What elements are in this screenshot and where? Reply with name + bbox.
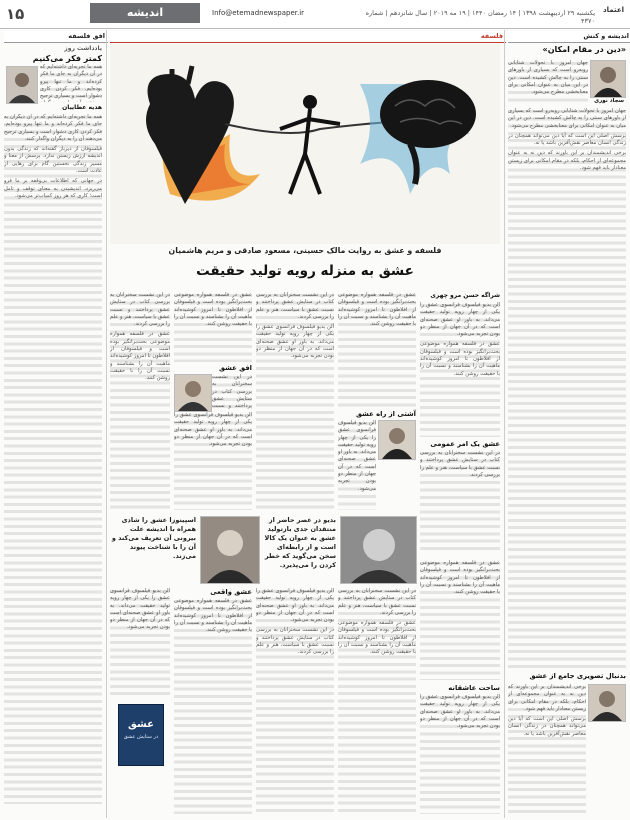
subhead-2: افق عشق [219, 364, 252, 372]
subhead-4: ساحت عاشقانه [448, 684, 500, 692]
book-title: عشق [127, 719, 155, 730]
article-kicker: فلسفه و عشق به روایت مالک حسینی، مسعود صادقی و مریم هاشمیان [168, 246, 442, 255]
portrait-icon [591, 61, 625, 97]
page-number: ۱۵ [6, 5, 25, 23]
right-intro-text: جهان امروز با تحولات شتابانی روبه‌رو است که بسیاری از باورهای سنتی را به چالش کشیده است. دین در این میان به عنوان امکانی برای معنابخشی مطرح می‌شود. [508, 60, 588, 106]
book-subtitle: در ستایش عشق [123, 734, 159, 740]
left-headline: کمتر فکر می‌کنیم [32, 54, 102, 63]
main-lower-col-1: عشق در فلسفه همواره موضوعی بحث‌برانگیز بوده است و فیلسوفان از افلاطون تا امروز کوشیده‌اند ماهیت آن را بشناسند و نسبت آن را با حقیقت روشن کنند. [420, 560, 500, 680]
main-col-4c-text: آلن بدیو فیلسوف فرانسوی عشق را یکی از چهار رویه تولید حقیقت می‌داند. به باور او عشق صحنه‌ای است که در آن جهان از منظر دو بودن تجربه می‌شود. [174, 412, 252, 510]
subhead-0: آشتی از راه عشق [356, 410, 416, 418]
subhead-1: عشق یک امر عمومی [430, 440, 500, 448]
main-col-2b-text: آلن بدیو فیلسوف فرانسوی عشق را یکی از چهار رویه تولید حقیقت می‌داند. به باور او عشق صحنه‌ای است که در آن جهان از منظر دو بودن تجربه می‌شود. [338, 420, 376, 510]
portrait-icon [341, 517, 416, 583]
main-col-5-text: در این نشست سخنرانان به بررسی کتاب در ستایش عشق پرداختند و نسبت عشق با سیاست، هنر و علم را بررسی کردند. عشق در فلسفه همواره موضوعی بحث‌برانگیز بوده است و فیلسوفان از افلاطون تا امروز کوشیده‌اند ماهیت آن را بشناسند و نسبت آن را با حقیقت روشن کنند. [110, 292, 170, 510]
left-body-text: همه ما تجربه‌ای داشته‌ایم که در آن دیگران به جای ما فکر کرده‌اند و ما تنها پیرو بوده‌ایم. فکر کردن کاری دشوار است و بسیاری ترجیح می‌دهند آن را به دیگران واگذار کنند. فیلسوفان از دیرباز گفته‌اند که زندگی بدون اندیشه ارزش زیستن ندارد. پرسش از معنا و مسیر زندگی نخستین گام برای رهایی از عادت است. در جهانی که اطلاعات بی‌وقفه بر ما فرو می‌ریزد، اندیشیدن به معنای توقف و تامل است؛ کاری که هر روز کمیاب‌تر می‌شود. [4, 114, 102, 804]
left-section-label: افق فلسفه [4, 31, 108, 43]
left-intro-text: همه ما تجربه‌ای داشته‌ایم که در آن دیگران به جای ما فکر کرده‌اند و ما تنها پیرو بوده‌ایم. فکر کردن کاری دشوار است و بسیاری ترجیح [40, 64, 102, 102]
main-lower-col-2: در این نشست سخنرانان به بررسی کتاب در ستایش عشق پرداختند و نسبت عشق با سیاست، هنر و علم را بررسی کردند. عشق در فلسفه همواره موضوعی بحث‌برانگیز بوده است و فیلسوفان از افلاطون تا امروز کوشیده‌اند ماهیت آن را بشناسند و نسبت آن را با حقیقت روشن کنند. [338, 588, 416, 814]
issue-date-line: یکشنبه ۲۹ اردیبهشت ۱۳۹۸ | ۱۴ رمضان ۱۴۴۰ | ۱۹ مه ۲۰۱۹ | سال شانزدهم | شماره ۴۳۷۰ [365, 9, 595, 25]
right-body-text: جهان امروز با تحولات شتابانی روبه‌رو است که بسیاری از باورهای سنتی را به چالش کشیده است. دین در این میان به عنوان امکانی برای معنابخشی مطرح می‌شود. پرسش اصلی این است که آیا دین می‌تواند همچنان در زندگی انسان معاصر نقش‌آفرین باشد یا نه. برخی اندیشمندان بر این باورند که دین نه به عنوان مجموعه‌ای از احکام، بلکه در مقام امکانی برای زیستن معنادار باید فهم شود. [508, 108, 626, 668]
main-col-4-text: عشق در فلسفه همواره موضوعی بحث‌برانگیز بوده است و فیلسوفان از افلاطون تا امروز کوشیده‌اند ماهیت آن را بشناسند و نسبت آن را با حقیقت روشن کنند. [174, 292, 252, 362]
main-col-1-text: آلن بدیو فیلسوف فرانسوی عشق را یکی از چهار رویه تولید حقیقت می‌داند. به باور او عشق صحنه‌ای است که در آن جهان از منظر دو بودن تجربه می‌شود. عشق در فلسفه همواره موضوعی بحث‌برانگیز بوده است و فیلسوفان از افلاطون تا امروز کوشیده‌اند ماهیت آن را بشناسند و نسبت آن را با حقیقت روشن کنند. [420, 302, 500, 437]
subhead-3: عشق واقعی [210, 588, 252, 596]
section-tab: اندیشه [90, 3, 200, 23]
heart-brain-tug-icon [110, 44, 500, 244]
right-author: سجاد نوری [594, 98, 624, 104]
portrait-icon [589, 685, 625, 721]
main-lower-col-3: آلن بدیو فیلسوف فرانسوی عشق را یکی از چهار رویه تولید حقیقت می‌داند. به باور او عشق صحنه‌ای است که در آن جهان از منظر دو بودن تجربه می‌شود. در این نشست سخنرانان به بررسی کتاب در ستایش عشق پرداختند و نسبت عشق با سیاست، هنر و علم را بررسی کردند. [256, 588, 334, 814]
portrait-icon [7, 67, 37, 103]
portrait-icon [379, 421, 415, 459]
speaker-photo-2 [174, 374, 212, 412]
article-byline: شراگه حسن مرو چهری [430, 292, 500, 299]
main-lower-col-1b: آلن بدیو فیلسوف فرانسوی عشق را یکی از چهار رویه تولید حقیقت می‌داند. به باور او عشق صحنه‌ای است که در آن جهان از منظر دو بودن تجربه می‌شود. [420, 694, 500, 814]
portrait-icon [201, 517, 259, 583]
portrait-icon [175, 375, 211, 411]
right-photo-2 [588, 684, 626, 722]
main-lower-col-5: آلن بدیو فیلسوف فرانسوی عشق را یکی از چهار رویه تولید حقیقت می‌داند. به باور او عشق صحنه‌ای است که در آن جهان از منظر دو بودن تجربه می‌شود. [110, 588, 170, 698]
heart-brain-illustration [110, 44, 500, 244]
article-title: عشق به منزله رویه تولید حقیقت [196, 263, 414, 279]
photo-caption-1: بدیو در عصر حاضر از منتقدان جدی بازتولید عشق به عنوان یک کالا است و از رابطه‌ای سخن می‌گوید که خطر کردن را می‌پذیرد. [264, 516, 336, 569]
badiou-photo [340, 516, 417, 584]
note-label: یادداشت روز [64, 45, 102, 52]
email-address[interactable]: Info@etemadnewspaper.ir [212, 9, 305, 17]
speaker-photo-1 [378, 420, 416, 460]
left-author: هدیه عطاییان [62, 104, 102, 111]
newspaper-logo: اعتماد [603, 6, 624, 14]
main-col-1b-text: در این نشست سخنرانان به بررسی کتاب در ستایش عشق پرداختند و نسبت عشق با سیاست، هنر و علم را بررسی کردند. [420, 450, 500, 550]
right-lower-text: برخی اندیشمندان بر این باورند که دین نه به عنوان مجموعه‌ای از احکام، بلکه در مقام امکانی برای زیستن معنادار باید فهم شود. پرسش اصلی این است که آیا دین می‌تواند همچنان در زندگی انسان معاصر نقش‌آفرین باشد یا نه. [508, 684, 586, 814]
main-lower-col-4: عشق در فلسفه همواره موضوعی بحث‌برانگیز بوده است و فیلسوفان از افلاطون تا امروز کوشیده‌اند ماهیت آن را بشناسند و نسبت آن را با حقیقت روشن کنند. [174, 598, 252, 814]
author-photo [6, 66, 38, 104]
column-divider [106, 30, 107, 818]
right-section-label: اندیشه و کنش [508, 31, 630, 43]
right-author-photo [590, 60, 626, 98]
spinoza-photo [200, 516, 260, 584]
photo-caption-2: اسپینوزا عشق را شادی همراه با اندیشه علت بیرونی آن تعریف می‌کند و آن را با شناخت پیوند می‌زند. [111, 516, 196, 560]
main-section-label: فلسفه [110, 31, 506, 43]
main-col-4b-text: در این نشست سخنرانان به بررسی کتاب در ستایش عشق پرداختند و نسبت [212, 374, 252, 410]
column-divider [504, 30, 505, 818]
main-col-3-text: در این نشست سخنرانان به بررسی کتاب در ستایش عشق پرداختند و نسبت عشق با سیاست، هنر و علم را بررسی کردند. آلن بدیو فیلسوف فرانسوی عشق را یکی از چهار رویه تولید حقیقت می‌داند. به باور او عشق صحنه‌ای است که در آن جهان از منظر دو بودن تجربه می‌شود. [256, 292, 334, 510]
right-subhead: بدنبال تصویری جامع از عشق [529, 672, 626, 680]
right-headline: «دین در مقام امکان» [542, 45, 626, 54]
main-col-2-text: عشق در فلسفه همواره موضوعی بحث‌برانگیز بوده است و فیلسوفان از افلاطون تا امروز کوشیده‌اند ماهیت آن را بشناسند و نسبت آن را با حقیقت روشن کنند. [338, 292, 416, 407]
book-cover [118, 704, 164, 766]
